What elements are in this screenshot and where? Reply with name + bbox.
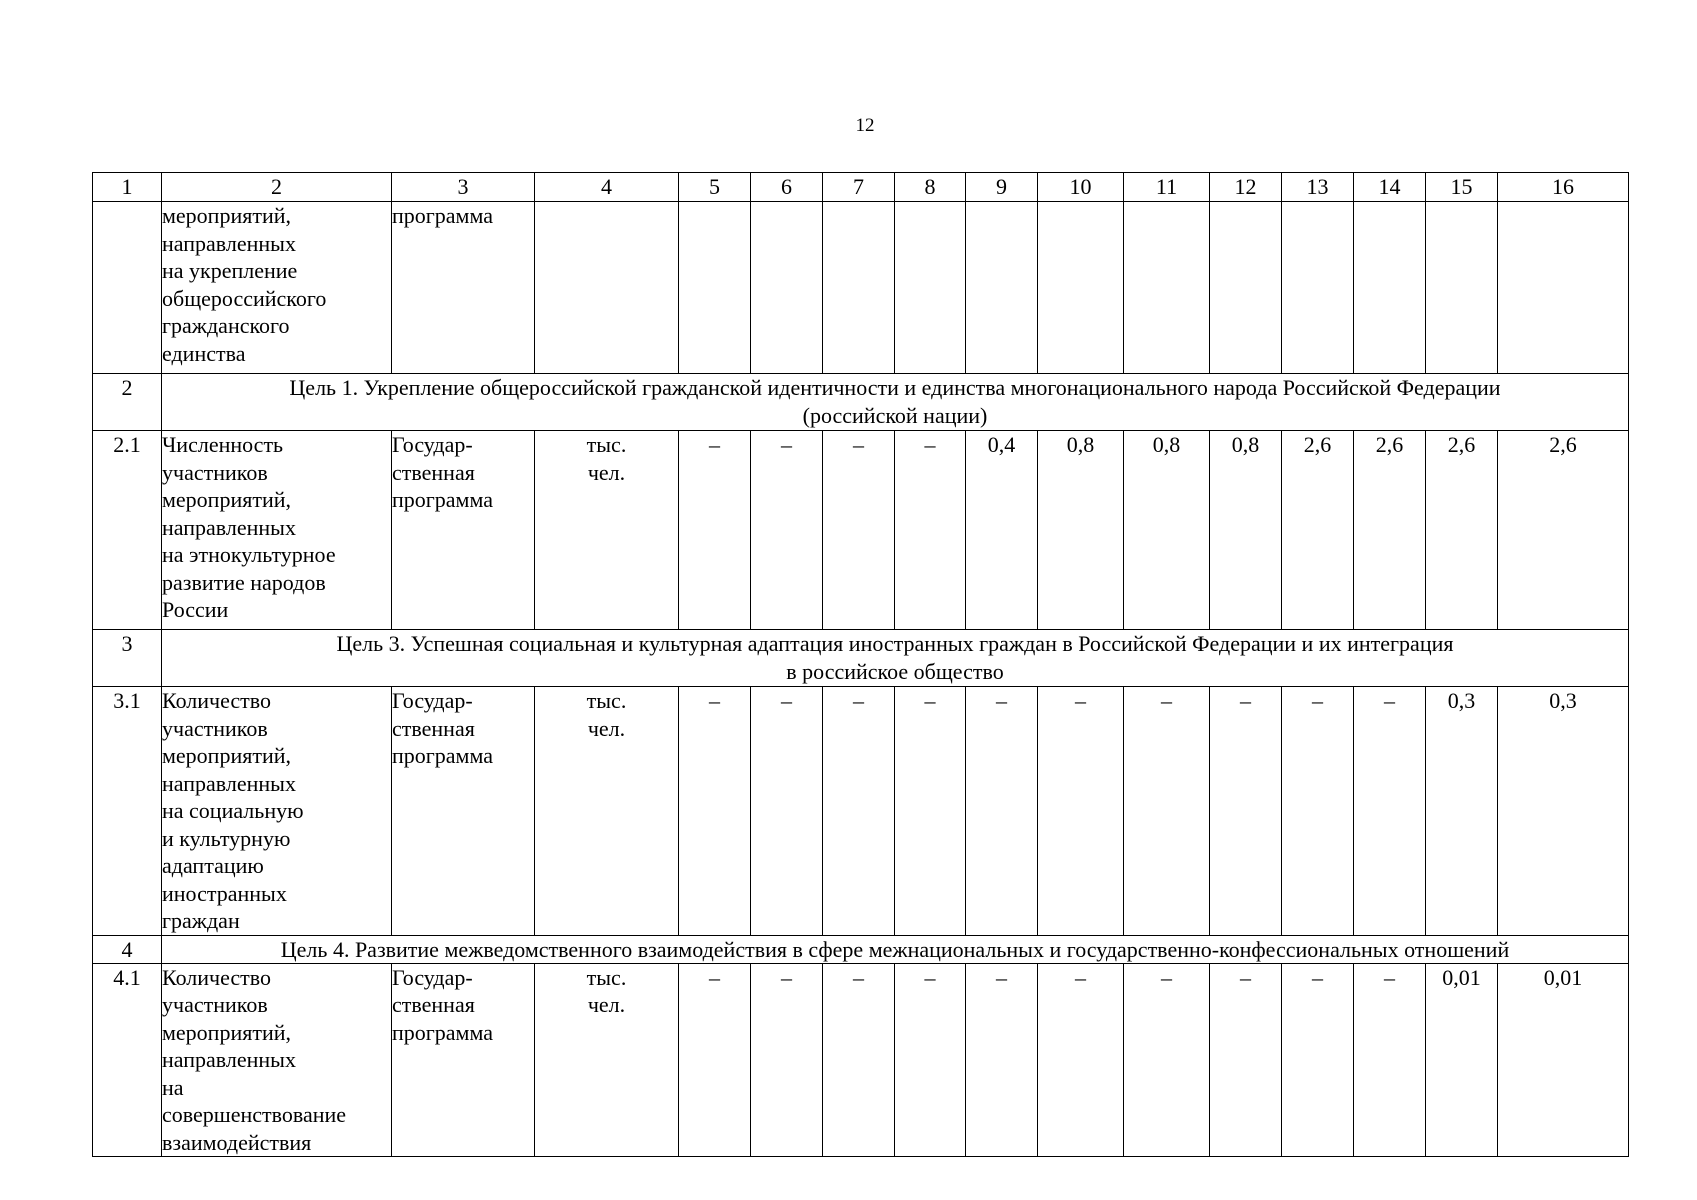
goal-row (93, 374, 1629, 431)
value-cell: 2,6 (1426, 431, 1498, 630)
goal-title: Цель 3. Успешная социальная и культурная адаптация иностранных граждан в Российской Федерации и их интеграция в российское общество (162, 630, 1629, 687)
row-number (93, 202, 162, 374)
value-cell: 2,6 (1354, 431, 1426, 630)
value-cell: 2,6 (1498, 431, 1629, 630)
indicator-source: Государ- ственная программа (392, 431, 535, 630)
value-cell (751, 202, 823, 374)
value-cell: – (679, 963, 751, 1157)
column-number: 12 (1210, 173, 1282, 202)
value-cell: – (823, 431, 895, 630)
table-row (93, 687, 1629, 936)
indicator-name: Количество участников мероприятий, направленных на социальную и культурную адаптацию иностранных граждан (162, 687, 392, 936)
value-cell: – (1282, 963, 1354, 1157)
value-cell (1282, 202, 1354, 374)
indicator-unit: тыс. чел. (535, 963, 679, 1157)
column-number: 3 (392, 173, 535, 202)
value-cell: – (1354, 963, 1426, 1157)
column-number: 16 (1498, 173, 1629, 202)
value-cell: – (1038, 687, 1124, 936)
column-number: 1 (93, 173, 162, 202)
value-cell: – (1210, 687, 1282, 936)
column-number: 2 (162, 173, 392, 202)
value-cell: – (679, 687, 751, 936)
column-number: 6 (751, 173, 823, 202)
indicator-source: Государ- ственная программа (392, 963, 535, 1157)
indicator-unit (535, 202, 679, 374)
goal-title: Цель 1. Укрепление общероссийской гражданской идентичности и единства многонационального народа Российской Федерации (российской нации) (162, 374, 1629, 431)
value-cell: – (1354, 687, 1426, 936)
column-number: 5 (679, 173, 751, 202)
row-number: 3 (93, 630, 162, 687)
value-cell (1038, 202, 1124, 374)
indicator-source: Государ- ственная программа (392, 687, 535, 936)
column-number: 7 (823, 173, 895, 202)
value-cell: 0,3 (1498, 687, 1629, 936)
value-cell: 0,8 (1124, 431, 1210, 630)
goal-title: Цель 4. Развитие межведомственного взаимодействия в сфере межнациональных и государственно-конфессиональных отношений (162, 935, 1629, 963)
indicator-source: программа (392, 202, 535, 374)
value-cell: – (679, 431, 751, 630)
value-cell: – (966, 687, 1038, 936)
indicator-name: мероприятий, направленных на укрепление общероссийского гражданского единства (162, 202, 392, 374)
value-cell (966, 202, 1038, 374)
indicator-name: Численность участников мероприятий, направленных на этнокультурное развитие народов России (162, 431, 392, 630)
row-number: 2 (93, 374, 162, 431)
column-number-row (93, 173, 1629, 202)
goal-row (93, 935, 1629, 963)
value-cell (679, 202, 751, 374)
value-cell: 0,8 (1210, 431, 1282, 630)
value-cell: – (751, 687, 823, 936)
value-cell: 0,3 (1426, 687, 1498, 936)
value-cell: 0,01 (1498, 963, 1629, 1157)
value-cell: – (895, 963, 966, 1157)
table-row (93, 202, 1629, 374)
value-cell: – (751, 431, 823, 630)
indicator-unit: тыс. чел. (535, 431, 679, 630)
indicator-name: Количество участников мероприятий, направленных на совершенствование взаимодействия (162, 963, 392, 1157)
value-cell: – (1124, 963, 1210, 1157)
value-cell (1210, 202, 1282, 374)
value-cell: 0,4 (966, 431, 1038, 630)
column-number: 10 (1038, 173, 1124, 202)
value-cell (1498, 202, 1629, 374)
value-cell (1354, 202, 1426, 374)
column-number: 4 (535, 173, 679, 202)
value-cell: 0,01 (1426, 963, 1498, 1157)
column-number: 9 (966, 173, 1038, 202)
indicators-table (92, 172, 1629, 1157)
value-cell: – (1038, 963, 1124, 1157)
table-row (93, 431, 1629, 630)
value-cell: – (1210, 963, 1282, 1157)
value-cell: – (823, 687, 895, 936)
column-number: 8 (895, 173, 966, 202)
value-cell: 0,8 (1038, 431, 1124, 630)
column-number: 13 (1282, 173, 1354, 202)
row-number: 3.1 (93, 687, 162, 936)
row-number: 4 (93, 935, 162, 963)
value-cell: – (1124, 687, 1210, 936)
indicator-unit: тыс. чел. (535, 687, 679, 936)
table-row (93, 963, 1629, 1157)
page-number: 12 (855, 115, 875, 136)
value-cell (895, 202, 966, 374)
value-cell: – (895, 431, 966, 630)
row-number: 2.1 (93, 431, 162, 630)
value-cell (1426, 202, 1498, 374)
value-cell (823, 202, 895, 374)
row-number: 4.1 (93, 963, 162, 1157)
value-cell: – (751, 963, 823, 1157)
column-number: 15 (1426, 173, 1498, 202)
value-cell: – (966, 963, 1038, 1157)
value-cell: – (1282, 687, 1354, 936)
column-number: 11 (1124, 173, 1210, 202)
value-cell: – (823, 963, 895, 1157)
column-number: 14 (1354, 173, 1426, 202)
value-cell: 2,6 (1282, 431, 1354, 630)
value-cell: – (895, 687, 966, 936)
value-cell (1124, 202, 1210, 374)
goal-row (93, 630, 1629, 687)
